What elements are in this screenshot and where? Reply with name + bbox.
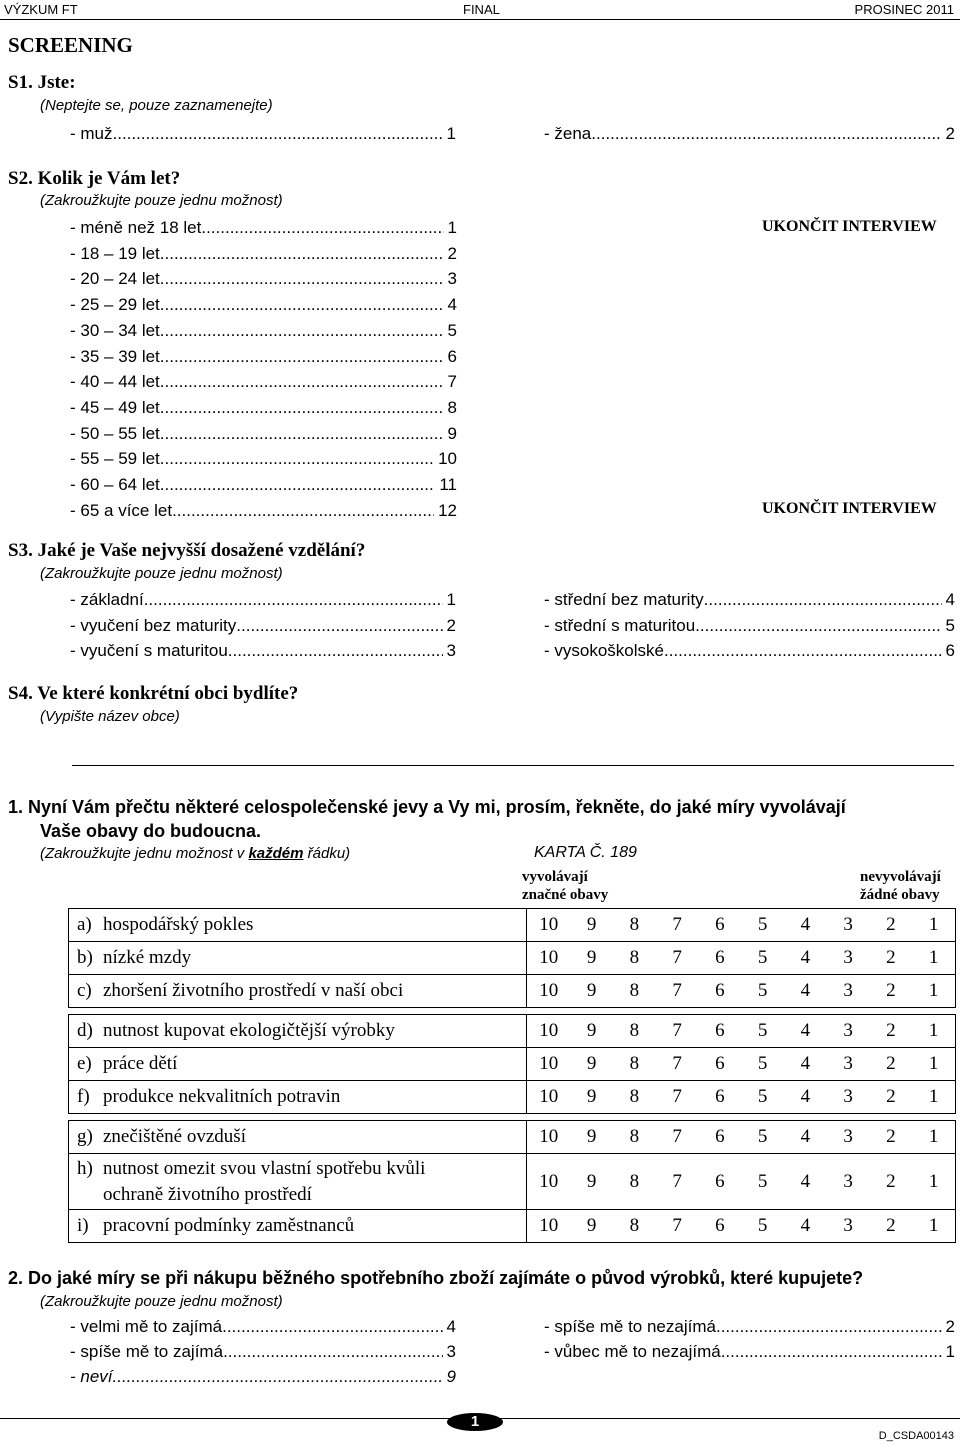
option-label: - méně než 18 let — [70, 218, 202, 237]
scale-value[interactable]: 9 — [586, 1170, 597, 1192]
item-text-line: ochraně životního prostředí — [103, 1183, 312, 1205]
option-label: - vůbec mě to nezajímá — [544, 1342, 721, 1361]
table-row — [69, 1121, 956, 1154]
option-label: - velmi mě to zajímá — [70, 1317, 223, 1336]
scale-value[interactable]: 4 — [800, 1053, 811, 1074]
item-text-line: práce dětí — [103, 1053, 178, 1074]
scale-value[interactable]: 10 — [539, 1053, 559, 1074]
option-code: 6 — [945, 641, 955, 660]
scale-value[interactable]: 6 — [715, 1170, 725, 1192]
scale-value[interactable]: 3 — [843, 1170, 853, 1192]
item-letter: d) — [77, 1020, 93, 1041]
item-label — [69, 942, 527, 975]
scale-value[interactable]: 3 — [843, 1053, 853, 1074]
item-letter: f) — [77, 1086, 90, 1107]
q2-option[interactable] — [544, 1342, 955, 1366]
q1-scale-right — [860, 868, 941, 904]
scale-value[interactable]: 6 — [715, 1215, 725, 1236]
item-text — [103, 1156, 425, 1208]
option-label: - 18 – 19 let — [70, 243, 160, 263]
item-text-line: nízké mzdy — [103, 947, 192, 968]
option-label: - základní — [70, 590, 144, 609]
table-row — [69, 1048, 956, 1081]
option-code: 4 — [945, 590, 955, 609]
scale-value[interactable]: 5 — [757, 1215, 768, 1236]
option-label: - 55 – 59 let — [70, 449, 160, 469]
option-label: - muž — [70, 124, 113, 143]
scale-value[interactable]: 8 — [629, 947, 640, 968]
scale-value[interactable]: 1 — [912, 1015, 955, 1048]
q2-question: 2. Do jaké míry se při nákupu běžného spotřebního zboží zajímáte o původ výrobků, které kupujete? — [8, 1268, 864, 1288]
item-label — [69, 1210, 527, 1243]
scale-value[interactable]: 9 — [586, 1086, 597, 1107]
item-letter: c) — [77, 980, 92, 1001]
item-letter: e) — [77, 1053, 92, 1074]
option-code: 2 — [945, 1317, 955, 1336]
s3-option[interactable] — [544, 590, 955, 614]
scale-value[interactable]: 3 — [843, 980, 853, 1001]
scale-value[interactable]: 4 — [800, 1020, 811, 1041]
scale-value[interactable]: 4 — [800, 1215, 811, 1236]
item-text-line: nutnost kupovat ekologičtější výrobky — [103, 1020, 395, 1041]
table-gap — [69, 1114, 956, 1121]
item-text — [103, 1215, 354, 1237]
s3-question: S3. Jaké je Vaše nejvyšší dosažené vzdělání? — [8, 540, 366, 561]
item-letter: g) — [77, 1126, 93, 1147]
option-label: - neví — [70, 1367, 113, 1386]
option-label: - střední bez maturity — [544, 590, 704, 609]
scale-value[interactable]: 5 — [757, 1170, 768, 1192]
scale-value[interactable]: 10 — [539, 1126, 559, 1147]
scale-value[interactable]: 7 — [672, 1020, 682, 1041]
option-label: - 65 a více let — [70, 500, 173, 520]
option-code: 6 — [447, 346, 457, 366]
s4-answer-line[interactable] — [72, 765, 954, 766]
option-label: - 35 – 39 let — [70, 346, 160, 366]
scale-value[interactable]: 9 — [586, 980, 597, 1001]
scale-value[interactable]: 1 — [912, 1154, 955, 1210]
table-row — [69, 1015, 956, 1048]
scale-value[interactable]: 4 — [800, 980, 811, 1001]
table-row — [69, 942, 956, 975]
s2-option[interactable] — [70, 398, 457, 422]
scale-value[interactable]: 10 — [539, 1086, 559, 1107]
scale-value[interactable]: 8 — [629, 1020, 640, 1041]
item-text — [103, 947, 191, 969]
option-code: 3 — [446, 1342, 456, 1361]
scale-value[interactable]: 6 — [715, 914, 725, 935]
item-text-line: produkce nekvalitních potravin — [103, 1086, 341, 1107]
scale-left-line1: vyvolávají — [522, 869, 588, 885]
item-text — [103, 1053, 177, 1075]
scale-value[interactable]: 7 — [672, 980, 682, 1001]
scale-value[interactable]: 2 — [886, 1053, 896, 1074]
option-code: 3 — [447, 269, 457, 289]
item-letter: h) — [77, 1157, 93, 1179]
scale-value[interactable]: 2 — [886, 980, 896, 1001]
table-row — [69, 975, 956, 1008]
scale-value[interactable]: 9 — [586, 947, 597, 968]
item-text — [103, 1086, 340, 1108]
item-text-line: nutnost omezit svou vlastní spotřebu kvůli — [103, 1157, 426, 1179]
option-code: 9 — [447, 423, 457, 443]
scale-value[interactable]: 10 — [539, 1020, 559, 1041]
option-code: 5 — [945, 615, 955, 635]
option-label: - 20 – 24 let — [70, 269, 160, 289]
q1-instruction-emphasis: každém — [248, 845, 304, 862]
option-label: - 30 – 34 let — [70, 320, 160, 340]
s2-option[interactable] — [70, 372, 457, 396]
scale-value[interactable]: 8 — [629, 1170, 640, 1192]
option-code: 2 — [945, 124, 955, 143]
scale-value[interactable]: 10 — [539, 914, 559, 935]
s2-option[interactable] — [70, 449, 457, 473]
scale-value[interactable]: 4 — [800, 1126, 811, 1147]
scale-value[interactable]: 3 — [843, 1020, 853, 1041]
scale-value[interactable]: 7 — [672, 1215, 682, 1236]
scale-value[interactable]: 4 — [800, 947, 811, 968]
q2-option[interactable] — [70, 1317, 456, 1341]
option-label: - žena — [544, 124, 592, 143]
doc-code: D_CSDA00143 — [878, 1430, 954, 1442]
option-code: 11 — [439, 475, 457, 494]
scale-value[interactable]: 7 — [672, 914, 682, 935]
option-label: - spíše mě to zajímá — [70, 1342, 224, 1361]
scale-value[interactable]: 6 — [715, 1020, 725, 1041]
s2-end-interview-1: UKONČIT INTERVIEW — [762, 218, 937, 235]
scale-value[interactable]: 2 — [886, 914, 896, 935]
option-code: 1 — [945, 1342, 955, 1361]
q2-option[interactable] — [544, 1317, 955, 1341]
s3-option[interactable] — [70, 641, 456, 665]
table-row — [69, 1154, 956, 1210]
s2-option[interactable] — [70, 501, 457, 525]
screening-title: SCREENING — [8, 33, 133, 57]
s2-end-interview-2: UKONČIT INTERVIEW — [762, 500, 937, 517]
option-code: 1 — [446, 124, 456, 143]
item-label — [69, 1015, 527, 1048]
item-text — [103, 1020, 395, 1042]
q1-instruction-post: řádku) — [303, 845, 351, 862]
s2-option[interactable] — [70, 347, 457, 371]
item-label — [69, 1154, 527, 1210]
option-code: 8 — [447, 397, 457, 417]
q2-option[interactable] — [70, 1367, 456, 1391]
q1-instruction-pre: (Zakroužkujte jednu možnost v — [40, 845, 249, 862]
option-label: - 60 – 64 let — [70, 475, 160, 494]
option-code: 10 — [438, 449, 457, 469]
option-label: - střední s maturitou — [544, 615, 696, 635]
q1-instruction — [40, 845, 350, 862]
s2-option[interactable] — [70, 244, 457, 268]
scale-right-line1: nevyvolávají — [860, 869, 941, 885]
scale-value[interactable]: 9 — [586, 1020, 597, 1041]
option-code: 4 — [446, 1317, 456, 1336]
page-number: 1 — [447, 1413, 503, 1431]
scale-value[interactable]: 5 — [757, 980, 768, 1001]
option-code: 9 — [446, 1367, 456, 1386]
s1-option[interactable] — [70, 124, 456, 148]
q1-card: KARTA Č. 189 — [534, 844, 637, 861]
scale-value[interactable]: 1 — [912, 942, 955, 975]
option-code: 1 — [447, 218, 457, 237]
q1-rating-table — [68, 908, 956, 1243]
s3-option[interactable] — [70, 590, 456, 614]
option-code: 2 — [447, 243, 457, 263]
scale-value[interactable]: 2 — [886, 1020, 896, 1041]
option-code: 7 — [447, 372, 457, 392]
scale-value[interactable]: 2 — [886, 1126, 896, 1147]
item-text-line: znečištěné ovzduší — [103, 1126, 246, 1147]
s2-option[interactable] — [70, 295, 457, 319]
s1-question: S1. Jste: — [8, 72, 76, 93]
s3-option[interactable] — [544, 616, 955, 640]
scale-value[interactable]: 6 — [715, 1126, 725, 1147]
scale-value[interactable]: 3 — [843, 1086, 853, 1107]
q1-scale-left — [522, 868, 608, 904]
s1-instruction: (Neptejte se, pouze zaznamenejte) — [40, 97, 273, 114]
scale-value[interactable]: 1 — [912, 909, 955, 942]
scale-value[interactable]: 7 — [672, 1126, 682, 1147]
option-label: - vysokoškolské — [544, 641, 664, 660]
scale-value[interactable]: 3 — [843, 1215, 853, 1236]
scale-value[interactable]: 2 — [886, 1086, 896, 1107]
option-code: 2 — [446, 615, 456, 635]
s3-option[interactable] — [70, 616, 456, 640]
scale-value[interactable]: 9 — [586, 1126, 597, 1147]
scale-value[interactable]: 6 — [715, 1086, 725, 1107]
s1-option[interactable] — [544, 124, 955, 148]
scale-value[interactable]: 5 — [757, 1020, 768, 1041]
scale-value[interactable]: 2 — [886, 1170, 896, 1192]
option-label: - 25 – 29 let — [70, 295, 160, 315]
option-code: 1 — [446, 590, 456, 609]
option-code: 4 — [447, 295, 457, 315]
s2-option[interactable] — [70, 269, 457, 293]
s2-option[interactable] — [70, 424, 457, 448]
scale-value[interactable]: 9 — [586, 1215, 597, 1236]
s2-question: S2. Kolik je Vám let? — [8, 168, 181, 189]
item-letter: a) — [77, 914, 92, 935]
scale-value[interactable]: 1 — [912, 975, 955, 1008]
option-label: - spíše mě to nezajímá — [544, 1317, 716, 1336]
item-label — [69, 1048, 527, 1081]
scale-value[interactable]: 7 — [672, 1086, 682, 1107]
scale-value[interactable]: 4 — [800, 1170, 811, 1192]
scale-value[interactable]: 1 — [912, 1121, 955, 1154]
scale-value[interactable]: 7 — [672, 1170, 682, 1192]
scale-value[interactable]: 7 — [672, 1053, 682, 1074]
option-label: - 40 – 44 let — [70, 372, 160, 392]
s2-option[interactable] — [70, 475, 457, 499]
option-code: 5 — [447, 320, 457, 340]
scale-value[interactable]: 6 — [715, 947, 725, 968]
table-row — [69, 909, 956, 942]
scale-value[interactable]: 5 — [757, 914, 768, 935]
item-label — [69, 1081, 527, 1114]
scale-value[interactable]: 9 — [586, 1053, 597, 1074]
s4-question: S4. Ve které konkrétní obci bydlíte? — [8, 683, 299, 704]
scale-value[interactable]: 1 — [912, 1210, 955, 1243]
scale-left-line2: značné obavy — [522, 887, 609, 903]
item-label — [69, 1121, 527, 1154]
scale-right-line2: žádné obavy — [860, 887, 940, 903]
s3-option[interactable] — [544, 641, 955, 665]
scale-value[interactable]: 2 — [886, 1215, 896, 1236]
item-text — [103, 914, 253, 936]
scale-value[interactable]: 3 — [843, 1126, 853, 1147]
s3-instruction: (Zakroužkujte pouze jednu možnost) — [40, 565, 283, 582]
item-text-line: zhoršení životního prostředí v naší obci — [103, 980, 404, 1001]
scale-value[interactable]: 10 — [539, 1170, 559, 1192]
item-label — [69, 975, 527, 1008]
s4-instruction: (Vypište název obce) — [40, 708, 180, 725]
s2-option[interactable] — [70, 218, 457, 242]
scale-value[interactable]: 5 — [757, 1126, 768, 1147]
q2-option[interactable] — [70, 1342, 456, 1366]
scale-value[interactable]: 3 — [843, 914, 853, 935]
scale-value[interactable]: 8 — [629, 1053, 640, 1074]
item-letter: i) — [77, 1215, 89, 1236]
scale-value[interactable]: 10 — [539, 947, 559, 968]
table-row — [69, 1210, 956, 1243]
scale-value[interactable]: 9 — [586, 914, 597, 935]
scale-value[interactable]: 6 — [715, 1053, 725, 1074]
option-code: 12 — [438, 500, 457, 520]
table-gap — [69, 1008, 956, 1015]
scale-value[interactable]: 8 — [629, 1215, 640, 1236]
scale-value[interactable]: 8 — [629, 1086, 640, 1107]
item-label — [69, 909, 527, 942]
item-text — [103, 1126, 246, 1148]
scale-value[interactable]: 3 — [843, 947, 853, 968]
scale-value[interactable]: 2 — [886, 947, 896, 968]
option-label: - 50 – 55 let — [70, 423, 160, 443]
scale-value[interactable]: 5 — [757, 1086, 768, 1107]
scale-value[interactable]: 1 — [912, 1081, 955, 1114]
scale-value[interactable]: 8 — [629, 1126, 640, 1147]
option-code: 3 — [446, 641, 456, 660]
item-letter: b) — [77, 947, 93, 968]
scale-value[interactable]: 1 — [912, 1048, 955, 1081]
option-label: - vyučení bez maturity — [70, 615, 237, 635]
item-text-line: pracovní podmínky zaměstnanců — [103, 1215, 355, 1236]
scale-value[interactable]: 4 — [800, 914, 811, 935]
table-row — [69, 1081, 956, 1114]
item-text-line: hospodářský pokles — [103, 914, 254, 935]
q1-question-line1: 1. Nyní Vám přečtu některé celospolečenské jevy a Vy mi, prosím, řekněte, do jaké míry vyvolávají — [8, 797, 846, 817]
header-left: VÝZKUM FT — [4, 2, 78, 17]
s2-option[interactable] — [70, 321, 457, 345]
header-right: PROSINEC 2011 — [854, 2, 954, 17]
item-text — [103, 980, 403, 1002]
q2-instruction: (Zakroužkujte pouze jednu možnost) — [40, 1293, 283, 1310]
s2-instruction: (Zakroužkujte pouze jednu možnost) — [40, 192, 283, 209]
scale-value[interactable]: 7 — [672, 947, 682, 968]
scale-value[interactable]: 5 — [757, 1053, 768, 1074]
scale-value[interactable]: 10 — [539, 1215, 559, 1236]
scale-value[interactable]: 10 — [539, 980, 559, 1001]
q1-question-line2: Vaše obavy do budoucna. — [40, 821, 262, 841]
option-label: - vyučení s maturitou — [70, 641, 228, 660]
scale-value[interactable]: 6 — [715, 980, 725, 1001]
option-label: - 45 – 49 let — [70, 397, 160, 417]
scale-value[interactable]: 4 — [800, 1086, 811, 1107]
header-center: FINAL — [463, 2, 500, 17]
header-rule — [0, 19, 960, 20]
scale-value[interactable]: 8 — [629, 980, 640, 1001]
scale-value[interactable]: 5 — [757, 947, 768, 968]
scale-value[interactable]: 8 — [629, 914, 640, 935]
